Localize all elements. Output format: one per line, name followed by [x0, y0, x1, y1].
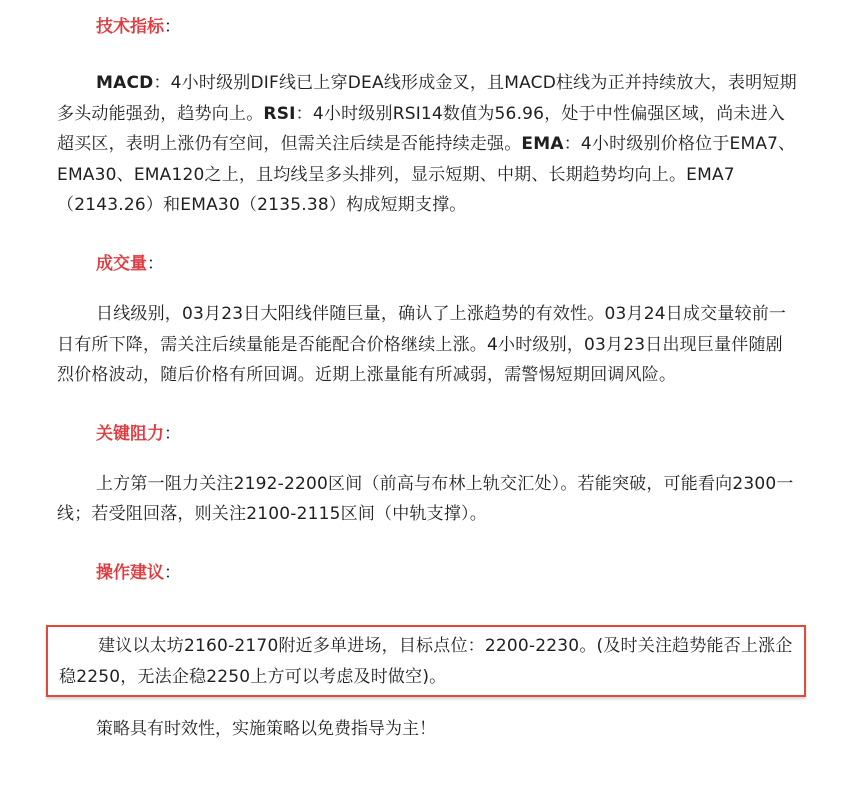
advice-paragraph: 建议以太坊2160-2170附近多单进场，目标点位：2200-2230。(及时关注趋势能否上涨企稳2250，无法企稳2250上方可以考虑及时做空)。 [59, 636, 793, 687]
volume-heading-label: 成交量 [96, 253, 147, 274]
resistance-heading-label: 关键阻力 [96, 423, 164, 444]
advice-heading [96, 560, 797, 586]
technical-paragraph [57, 68, 797, 221]
volume-paragraph: 日线级别，03月23日大阳线伴随巨量，确认了上涨趋势的有效性。03月24日成交量较前一日有所下降，需关注后续量能是否能配合价格继续上涨。4小时级别，03月23日出现巨量伴随剧烈价格波动，随后价格有所回调。近期上涨量能有所减弱，需警惕短期回调风险。 [57, 303, 787, 386]
volume-heading [96, 251, 797, 277]
advice-heading-colon: ： [164, 562, 181, 583]
closing-note: 策略具有时效性，实施策略以免费指导为主！ [96, 719, 436, 739]
resistance-heading [96, 421, 797, 447]
article [57, 0, 797, 586]
advice-highlight-box [46, 625, 806, 697]
technical-heading [96, 14, 797, 40]
rsi-label: RSI [263, 103, 296, 124]
volume-heading-colon: ： [147, 253, 164, 274]
advice-heading-label: 操作建议 [96, 562, 164, 583]
resistance-heading-colon: ： [164, 423, 181, 444]
macd-text: ：4小时级别DIF线已上穿DEA线形成金叉，且MACD柱线为正并持续放大，表明短期多头动能强劲，趋势向上。 [57, 73, 797, 124]
resistance-paragraph: 上方第一阻力关注2192-2200区间（前高与布林上轨交汇处）。若能突破，可能看向2300一线；若受阻回落，则关注2100-2115区间（中轨支撑）。 [57, 473, 794, 525]
technical-heading-colon: ： [164, 17, 181, 37]
technical-heading-label: 技术指标 [96, 17, 164, 37]
macd-label: MACD [96, 73, 154, 93]
ema-label: EMA [521, 134, 564, 155]
ema-text: ：4小时级别价格位于EMA7、EMA30、EMA120之上，且均线呈多头排列，显示短期、中期、长期趋势均向上。EMA7（2143.26）和EMA30（2135.38）构成短期支撑。 [57, 134, 796, 216]
rsi-text: ：4小时级别RSI14数值为56.96，处于中性偏强区域，尚未进入超买区，表明上涨仍有空间，但需关注后续是否能持续走强。 [57, 103, 786, 155]
